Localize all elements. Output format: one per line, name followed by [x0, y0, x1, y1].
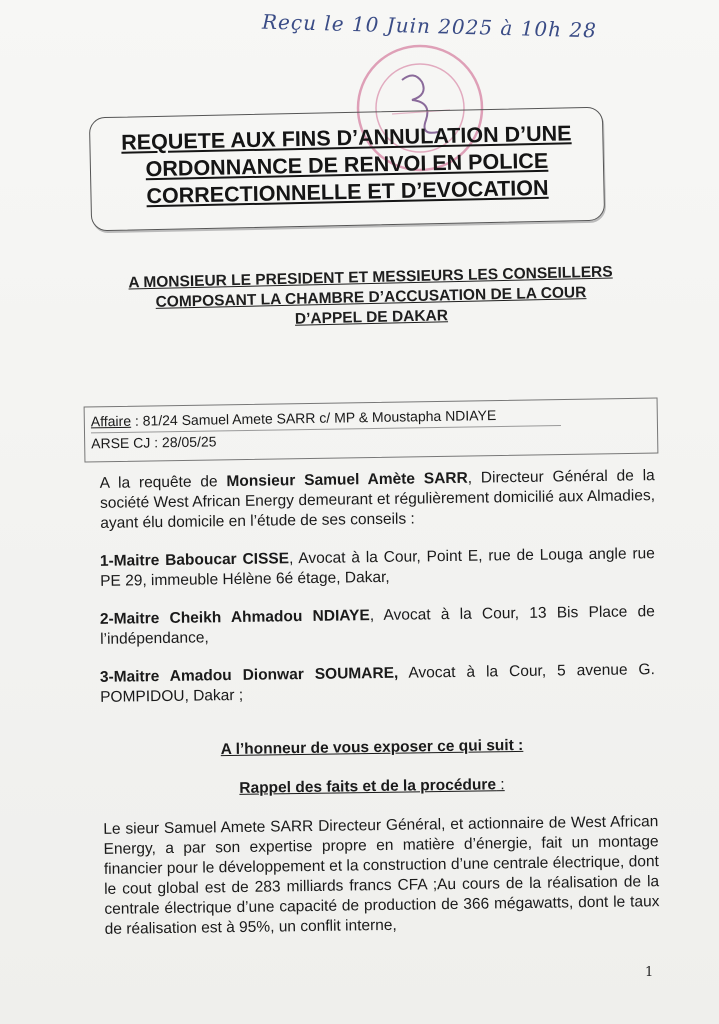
- title-line-2: ORDONNANCE DE RENVOI EN POLICE: [145, 148, 549, 182]
- affaire-label: Affaire: [90, 412, 132, 430]
- requester-name: Monsieur Samuel Amète SARR: [226, 469, 468, 491]
- counsel-name: 2-Maitre Cheikh Ahmadou NDIAYE: [99, 607, 370, 628]
- counsel-name: 3-Maitre Amadou Dionwar SOUMARE,: [99, 664, 399, 686]
- affaire-value: : 81/24 Samuel Amete SARR c/ MP & Moustapha NDIAYE: [130, 407, 497, 429]
- handwritten-receipt-note: Reçu le 10 Juin 2025 à 10h 28: [261, 9, 598, 43]
- page-number: 1: [645, 965, 654, 980]
- heading-exposer: A l’honneur de vous exposer ce qui suit :: [220, 736, 524, 759]
- intro-paragraph: [100, 466, 656, 534]
- addressee-line-3: D’APPEL DE DAKAR: [294, 307, 449, 328]
- case-reference-box: [84, 397, 659, 462]
- counsel-details: Avocat à la Cour, 5 avenue G. POMPIDOU, Dakar ;: [100, 661, 655, 706]
- intro-prefix: A la requête de: [99, 473, 227, 492]
- counsel-item-2: [100, 602, 656, 650]
- intro-rest: , Directeur Général de la société West African Energy demeurant et régulièrement domicilié aux Almadies, ayant élu domicile en l’étude de ses conseils :: [99, 467, 656, 532]
- counsel-item-1: [100, 544, 656, 592]
- arse-reference: ARSE CJ : 28/05/25: [91, 433, 217, 452]
- addressee-block: [95, 262, 646, 334]
- counsel-item-3: [100, 660, 656, 708]
- title-line-1: REQUETE AUX FINS D’ANNULATION D’UNE: [120, 121, 572, 155]
- addressee-line-1: A MONSIEUR LE PRESIDENT ET MESSIEURS LES CONSEILLERS: [128, 263, 613, 292]
- addressee-line-2: COMPOSANT LA CHAMBRE D’ACCUSATION DE LA COUR: [155, 284, 587, 311]
- counsel-details: , Avocat à la Cour, Point E, rue de Louga angle rue PE 29, immeuble Hélène 6é étage, Dakar,: [100, 545, 655, 590]
- facts-paragraph: Le sieur Samuel Amete SARR Directeur Général, et actionnaire de West African Energy, a par son expertise propre en matière d’énergie, fait un montage financier pour le développement et la construction d’une centrale électrique, dont le cout global est de 283 milliards francs CFA ;Au cours de la réalisation de la centrale électrique d’une capacité de production de 366 mégawatts, dont le taux de réalisation est à 95%, un conflit interne,: [103, 813, 660, 938]
- heading-rappel-colon: :: [495, 776, 505, 794]
- document-title-box: [89, 107, 605, 232]
- counsel-name: 1-Maitre Baboucar CISSE: [99, 550, 290, 570]
- heading-rappel: Rappel des faits et de la procédure: [239, 776, 497, 797]
- title-line-3: CORRECTIONNELLE ET D’EVOCATION: [146, 175, 549, 209]
- counsel-details: , Avocat à la Cour, 13 Bis Place de l’indépendance,: [100, 603, 655, 648]
- heading-rappel-block: [92, 774, 652, 800]
